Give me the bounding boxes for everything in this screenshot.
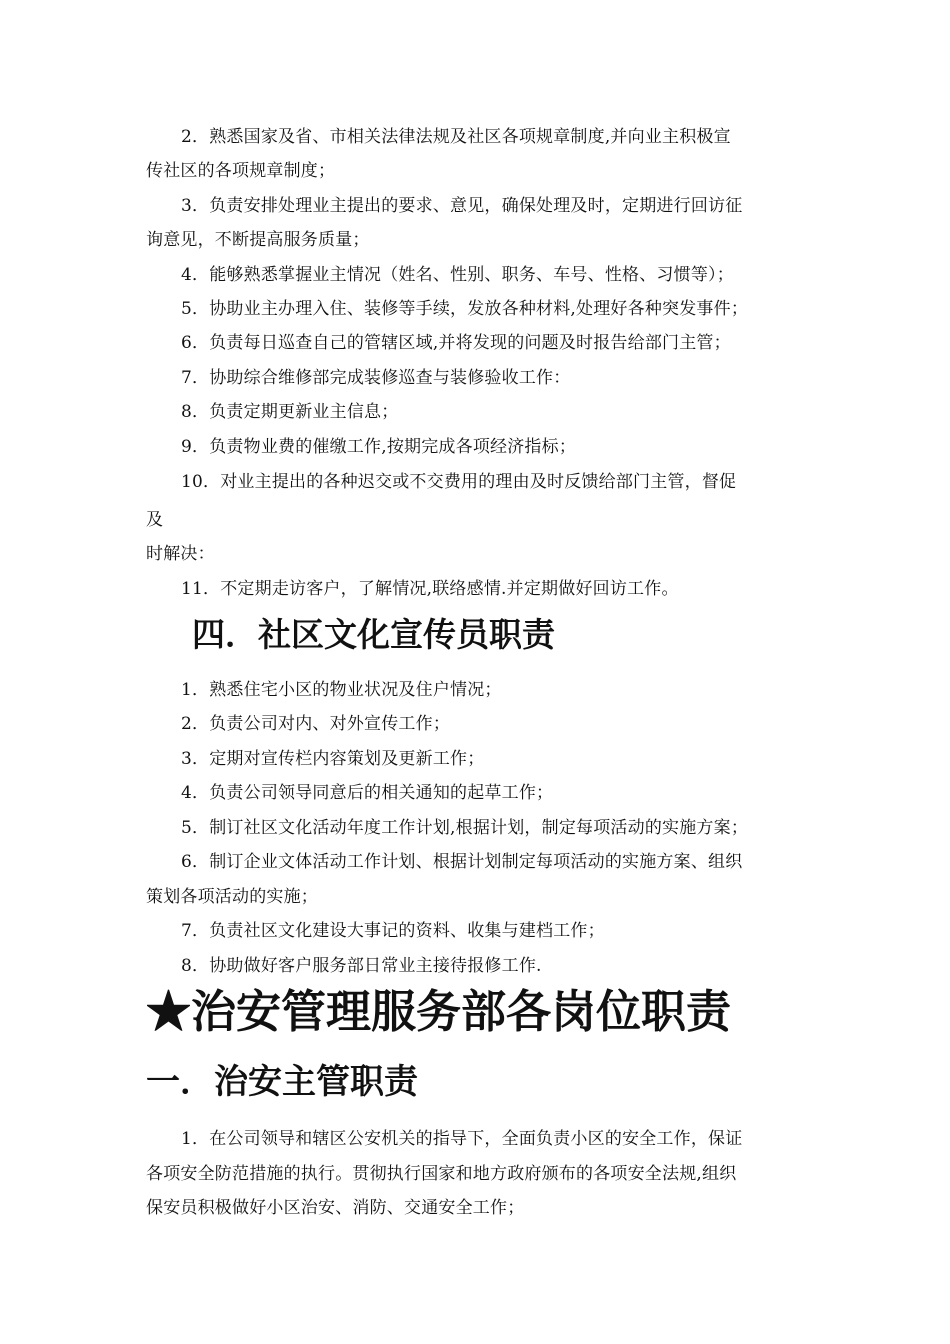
paragraph-line: 3．定期对宣传栏内容策划及更新工作；: [181, 749, 485, 769]
paragraph-line: 8．协助做好客户服务部日常业主接待报修工作.: [181, 956, 542, 976]
paragraph-line: 2．熟悉国家及省、市相关法律法规及社区各项规章制度,并向业主积极宣: [181, 127, 731, 147]
paragraph-line: 7．负责社区文化建设大事记的资料、收集与建档工作；: [181, 921, 605, 941]
chapter-title: ★治安管理服务部各岗位职责: [146, 985, 732, 1038]
paragraph-line: 7．协助综合维修部完成装修巡查与装修验收工作：: [181, 368, 571, 388]
paragraph-line: 询意见，不断提高服务质量；: [146, 230, 370, 250]
paragraph-line: 各项安全防范措施的执行。贯彻执行国家和地方政府颁布的各项安全法规,组织: [146, 1164, 737, 1184]
paragraph-line: 6．制订企业文体活动工作计划、根据计划制定每项活动的实施方案、组织: [181, 852, 743, 872]
paragraph-line: 4．能够熟悉掌握业主情况（姓名、性别、职务、车号、性格、习惯等）；: [181, 265, 734, 285]
paragraph-line: 9．负责物业费的催缴工作,按期完成各项经济指标；: [181, 437, 577, 457]
paragraph-line: 及: [146, 510, 164, 530]
paragraph-line: 11．不定期走访客户，了解情况,联络感情.并定期做好回访工作。: [181, 579, 679, 599]
section-heading: 一．治安主管职责: [146, 1062, 418, 1102]
section-heading: 四．社区文化宣传员职责: [192, 615, 555, 654]
paragraph-line: 6．负责每日巡查自己的管辖区域,并将发现的问题及时报告给部门主管；: [181, 333, 731, 353]
paragraph-line: 10．对业主提出的各种迟交或不交费用的理由及时反馈给部门主管，督促: [181, 472, 737, 492]
paragraph-line: 策划各项活动的实施；: [146, 887, 318, 907]
paragraph-line: 1．熟悉住宅小区的物业状况及住户情况；: [181, 680, 502, 700]
paragraph-line: 8．负责定期更新业主信息；: [181, 402, 399, 422]
paragraph-line: 3．负责安排处理业主提出的要求、意见，确保处理及时，定期进行回访征: [181, 196, 743, 216]
paragraph-line: 5．制订社区文化活动年度工作计划,根据计划，制定每项活动的实施方案；: [181, 818, 749, 838]
paragraph-line: 4．负责公司领导同意后的相关通知的起草工作；: [181, 783, 554, 803]
paragraph-line: 时解决：: [146, 544, 215, 564]
paragraph-line: 1．在公司领导和辖区公安机关的指导下，全面负责小区的安全工作，保证: [181, 1129, 743, 1149]
paragraph-line: 5．协助业主办理入住、装修等手续，发放各种材料,处理好各种突发事件；: [181, 299, 749, 319]
paragraph-line: 保安员积极做好小区治安、消防、交通安全工作；: [146, 1198, 525, 1218]
paragraph-line: 传社区的各项规章制度；: [146, 161, 336, 181]
paragraph-line: 2．负责公司对内、对外宣传工作；: [181, 714, 451, 734]
